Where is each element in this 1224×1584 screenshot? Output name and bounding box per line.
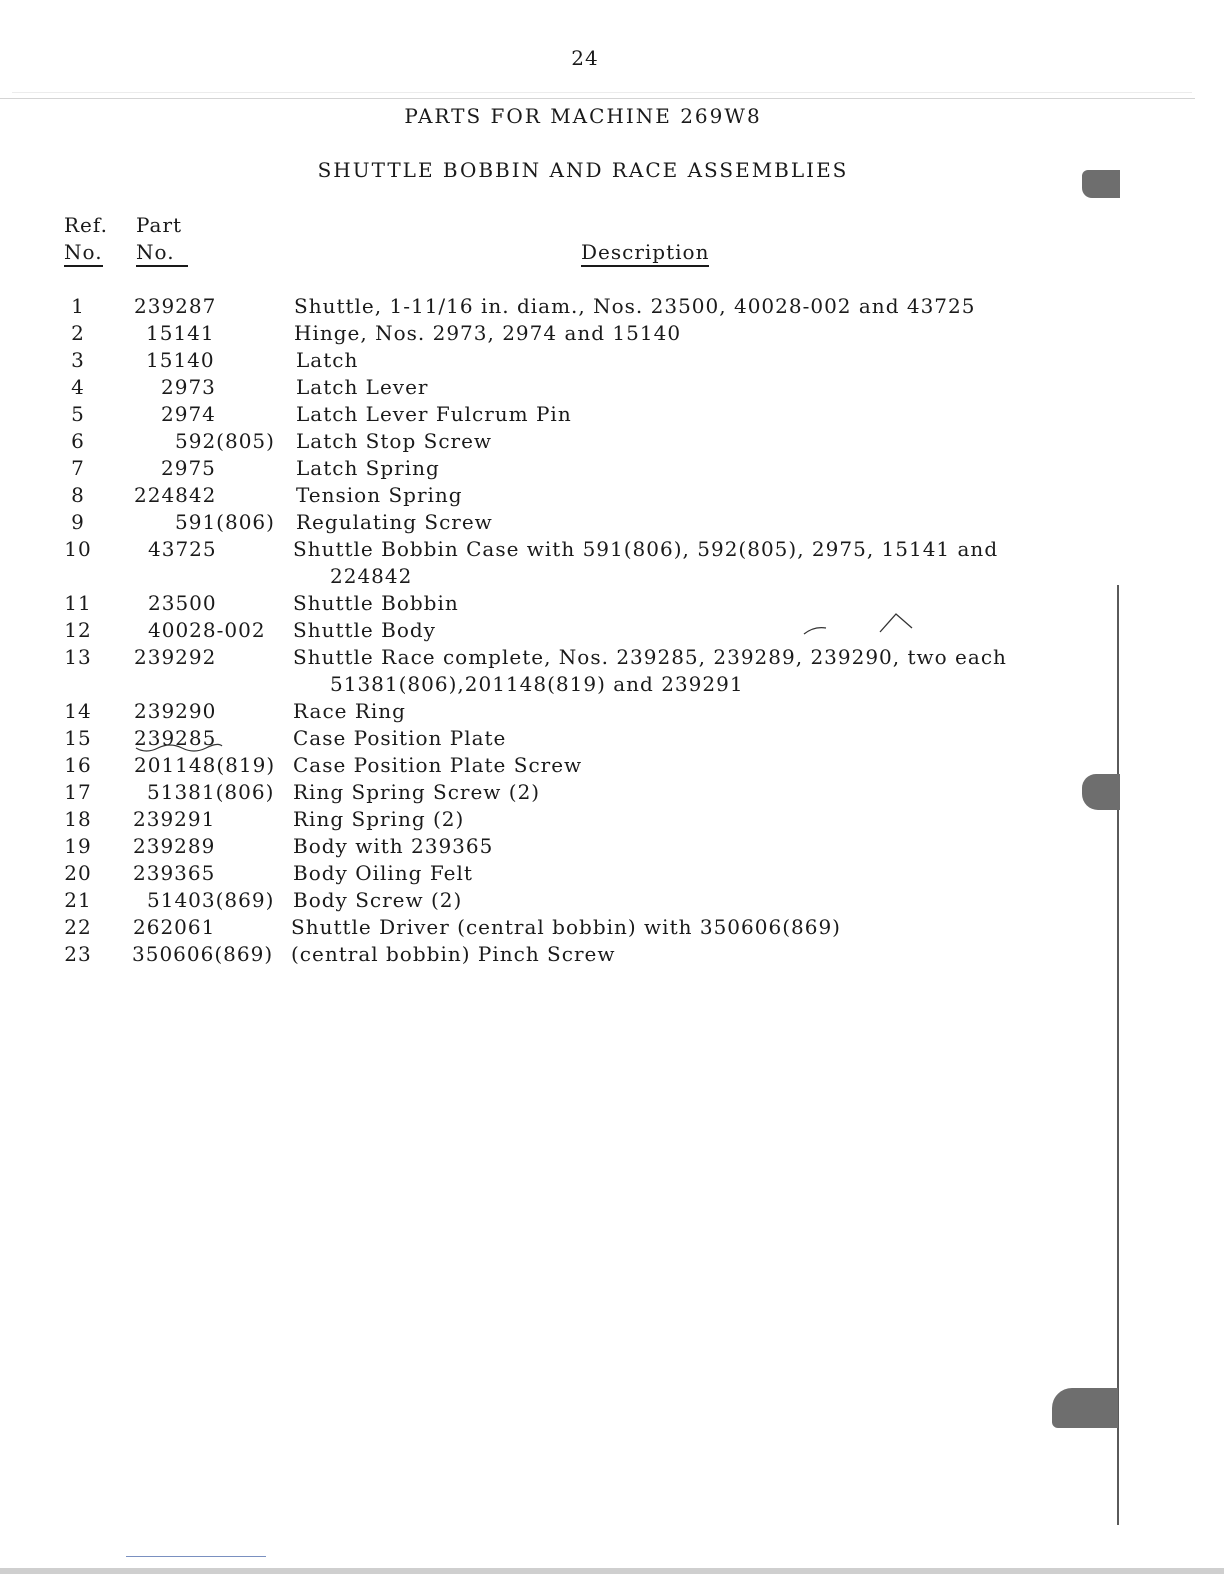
ref-no: 22	[64, 915, 92, 939]
table-row	[0, 455, 1224, 482]
binder-tab-top	[1082, 170, 1120, 198]
table-row	[0, 347, 1224, 374]
description: Latch Lever	[296, 375, 429, 399]
table-row	[0, 374, 1224, 401]
part-no: 40028-002	[148, 618, 266, 642]
table-row	[0, 833, 1224, 860]
table-row	[0, 887, 1224, 914]
scan-bottom-edge	[0, 1568, 1224, 1574]
ref-no: 18	[64, 807, 92, 831]
description	[293, 644, 1093, 698]
part-no: 350606(869)	[132, 942, 274, 966]
part-no: 239285	[134, 726, 217, 750]
section-subtitle: SHUTTLE BOBBIN AND RACE ASSEMBLIES	[317, 158, 849, 182]
description-line2: 224842	[330, 564, 413, 588]
description: Tension Spring	[296, 483, 463, 507]
description: Case Position Plate	[293, 726, 507, 750]
description: Body with 239365	[293, 834, 494, 858]
table-row	[0, 590, 1224, 617]
ref-no: 19	[64, 834, 92, 858]
description: Latch	[296, 348, 359, 372]
ref-no: 9	[71, 510, 85, 534]
description: Latch Spring	[296, 456, 440, 480]
part-no: 239290	[134, 699, 217, 723]
page-title: PARTS FOR MACHINE 269W8	[404, 104, 762, 128]
table-row	[0, 752, 1224, 779]
part-no: 239291	[133, 807, 216, 831]
ref-no: 8	[71, 483, 85, 507]
table-row	[0, 941, 1224, 968]
binder-tab-bottom	[1052, 1388, 1118, 1428]
binder-edge	[1117, 585, 1119, 1525]
ref-no: 10	[64, 537, 92, 561]
part-no: 239292	[134, 645, 217, 669]
part-no: 51381(806)	[147, 780, 275, 804]
part-no: 262061	[133, 915, 216, 939]
description-line1: Shuttle Bobbin Case with 591(806), 592(805), 2975, 15141 and	[293, 537, 999, 561]
ref-no: 16	[64, 753, 92, 777]
description: Regulating Screw	[296, 510, 493, 534]
description: Latch Stop Screw	[296, 429, 493, 453]
part-no: 239365	[133, 861, 216, 885]
part-no: 15140	[146, 348, 215, 372]
description: Ring Spring (2)	[293, 807, 465, 831]
header-rule	[0, 98, 1195, 99]
table-row	[0, 698, 1224, 725]
table-row	[0, 806, 1224, 833]
table-row	[0, 401, 1224, 428]
table-row	[0, 617, 1224, 644]
table-row	[0, 914, 1224, 941]
ref-no: 23	[64, 942, 92, 966]
description: Body Screw (2)	[293, 888, 463, 912]
part-no: 15141	[146, 321, 215, 345]
table-row	[0, 860, 1224, 887]
part-no: 2974	[161, 402, 216, 426]
part-no: 201148(819)	[134, 753, 276, 777]
page-number: 24	[571, 46, 599, 70]
ref-no: 15	[64, 726, 92, 750]
ref-no: 17	[64, 780, 92, 804]
table-row	[0, 428, 1224, 455]
table-row	[0, 509, 1224, 536]
part-no: 224842	[134, 483, 217, 507]
ref-no: 4	[71, 375, 85, 399]
part-no: 591(806)	[175, 510, 275, 534]
ref-no: 21	[64, 888, 92, 912]
parts-table	[0, 293, 1224, 968]
description: Shuttle, 1-11/16 in. diam., Nos. 23500, 40028-002 and 43725	[294, 294, 976, 318]
ref-no: 1	[71, 294, 85, 318]
part-no: 23500	[148, 591, 217, 615]
part-header-line1: Part	[136, 213, 183, 237]
ref-no: 6	[71, 429, 85, 453]
description: Hinge, Nos. 2973, 2974 and 15140	[294, 321, 682, 345]
binder-tab-middle	[1082, 774, 1120, 810]
table-row	[0, 320, 1224, 347]
table-row	[0, 644, 1224, 698]
ref-no: 11	[64, 591, 92, 615]
ref-no: 13	[64, 645, 92, 669]
part-no: 2975	[161, 456, 216, 480]
part-no: 43725	[148, 537, 217, 561]
pencil-mark-1	[800, 620, 840, 640]
ref-header-line2: No.	[64, 240, 103, 267]
description: Ring Spring Screw (2)	[293, 780, 541, 804]
description: Race Ring	[293, 699, 406, 723]
part-no: 592(805)	[175, 429, 275, 453]
description: Shuttle Body	[293, 618, 436, 642]
ref-no: 14	[64, 699, 92, 723]
underline-squiggle	[134, 742, 224, 756]
part-no: 239287	[134, 294, 217, 318]
ref-no: 7	[71, 456, 85, 480]
table-row	[0, 293, 1224, 320]
description: (central bobbin) Pinch Screw	[291, 942, 616, 966]
ref-no: 3	[71, 348, 85, 372]
ref-header-line1: Ref.	[64, 213, 108, 237]
footer-rule	[126, 1556, 266, 1557]
table-row	[0, 482, 1224, 509]
description: Latch Lever Fulcrum Pin	[296, 402, 572, 426]
description: Case Position Plate Screw	[293, 753, 583, 777]
description-line2: 51381(806),201148(819) and 239291	[330, 672, 744, 696]
pencil-mark-2	[876, 608, 920, 638]
description: Shuttle Driver (central bobbin) with 350606(869)	[291, 915, 841, 939]
ref-no: 2	[71, 321, 85, 345]
ref-no: 5	[71, 402, 85, 426]
table-row	[0, 536, 1224, 590]
description: Body Oiling Felt	[293, 861, 473, 885]
ref-no: 20	[64, 861, 92, 885]
ref-no: 12	[64, 618, 92, 642]
part-no: 2973	[161, 375, 216, 399]
part-header-line2: No.	[136, 240, 188, 267]
description: Shuttle Bobbin	[293, 591, 459, 615]
header-rule-faint	[12, 92, 1192, 93]
part-no: 51403(869)	[147, 888, 275, 912]
description	[293, 536, 1093, 590]
part-no: 239289	[133, 834, 216, 858]
description-line1: Shuttle Race complete, Nos. 239285, 239289, 239290, two each	[293, 645, 1007, 669]
table-row	[0, 779, 1224, 806]
description-header: Description	[581, 240, 709, 267]
